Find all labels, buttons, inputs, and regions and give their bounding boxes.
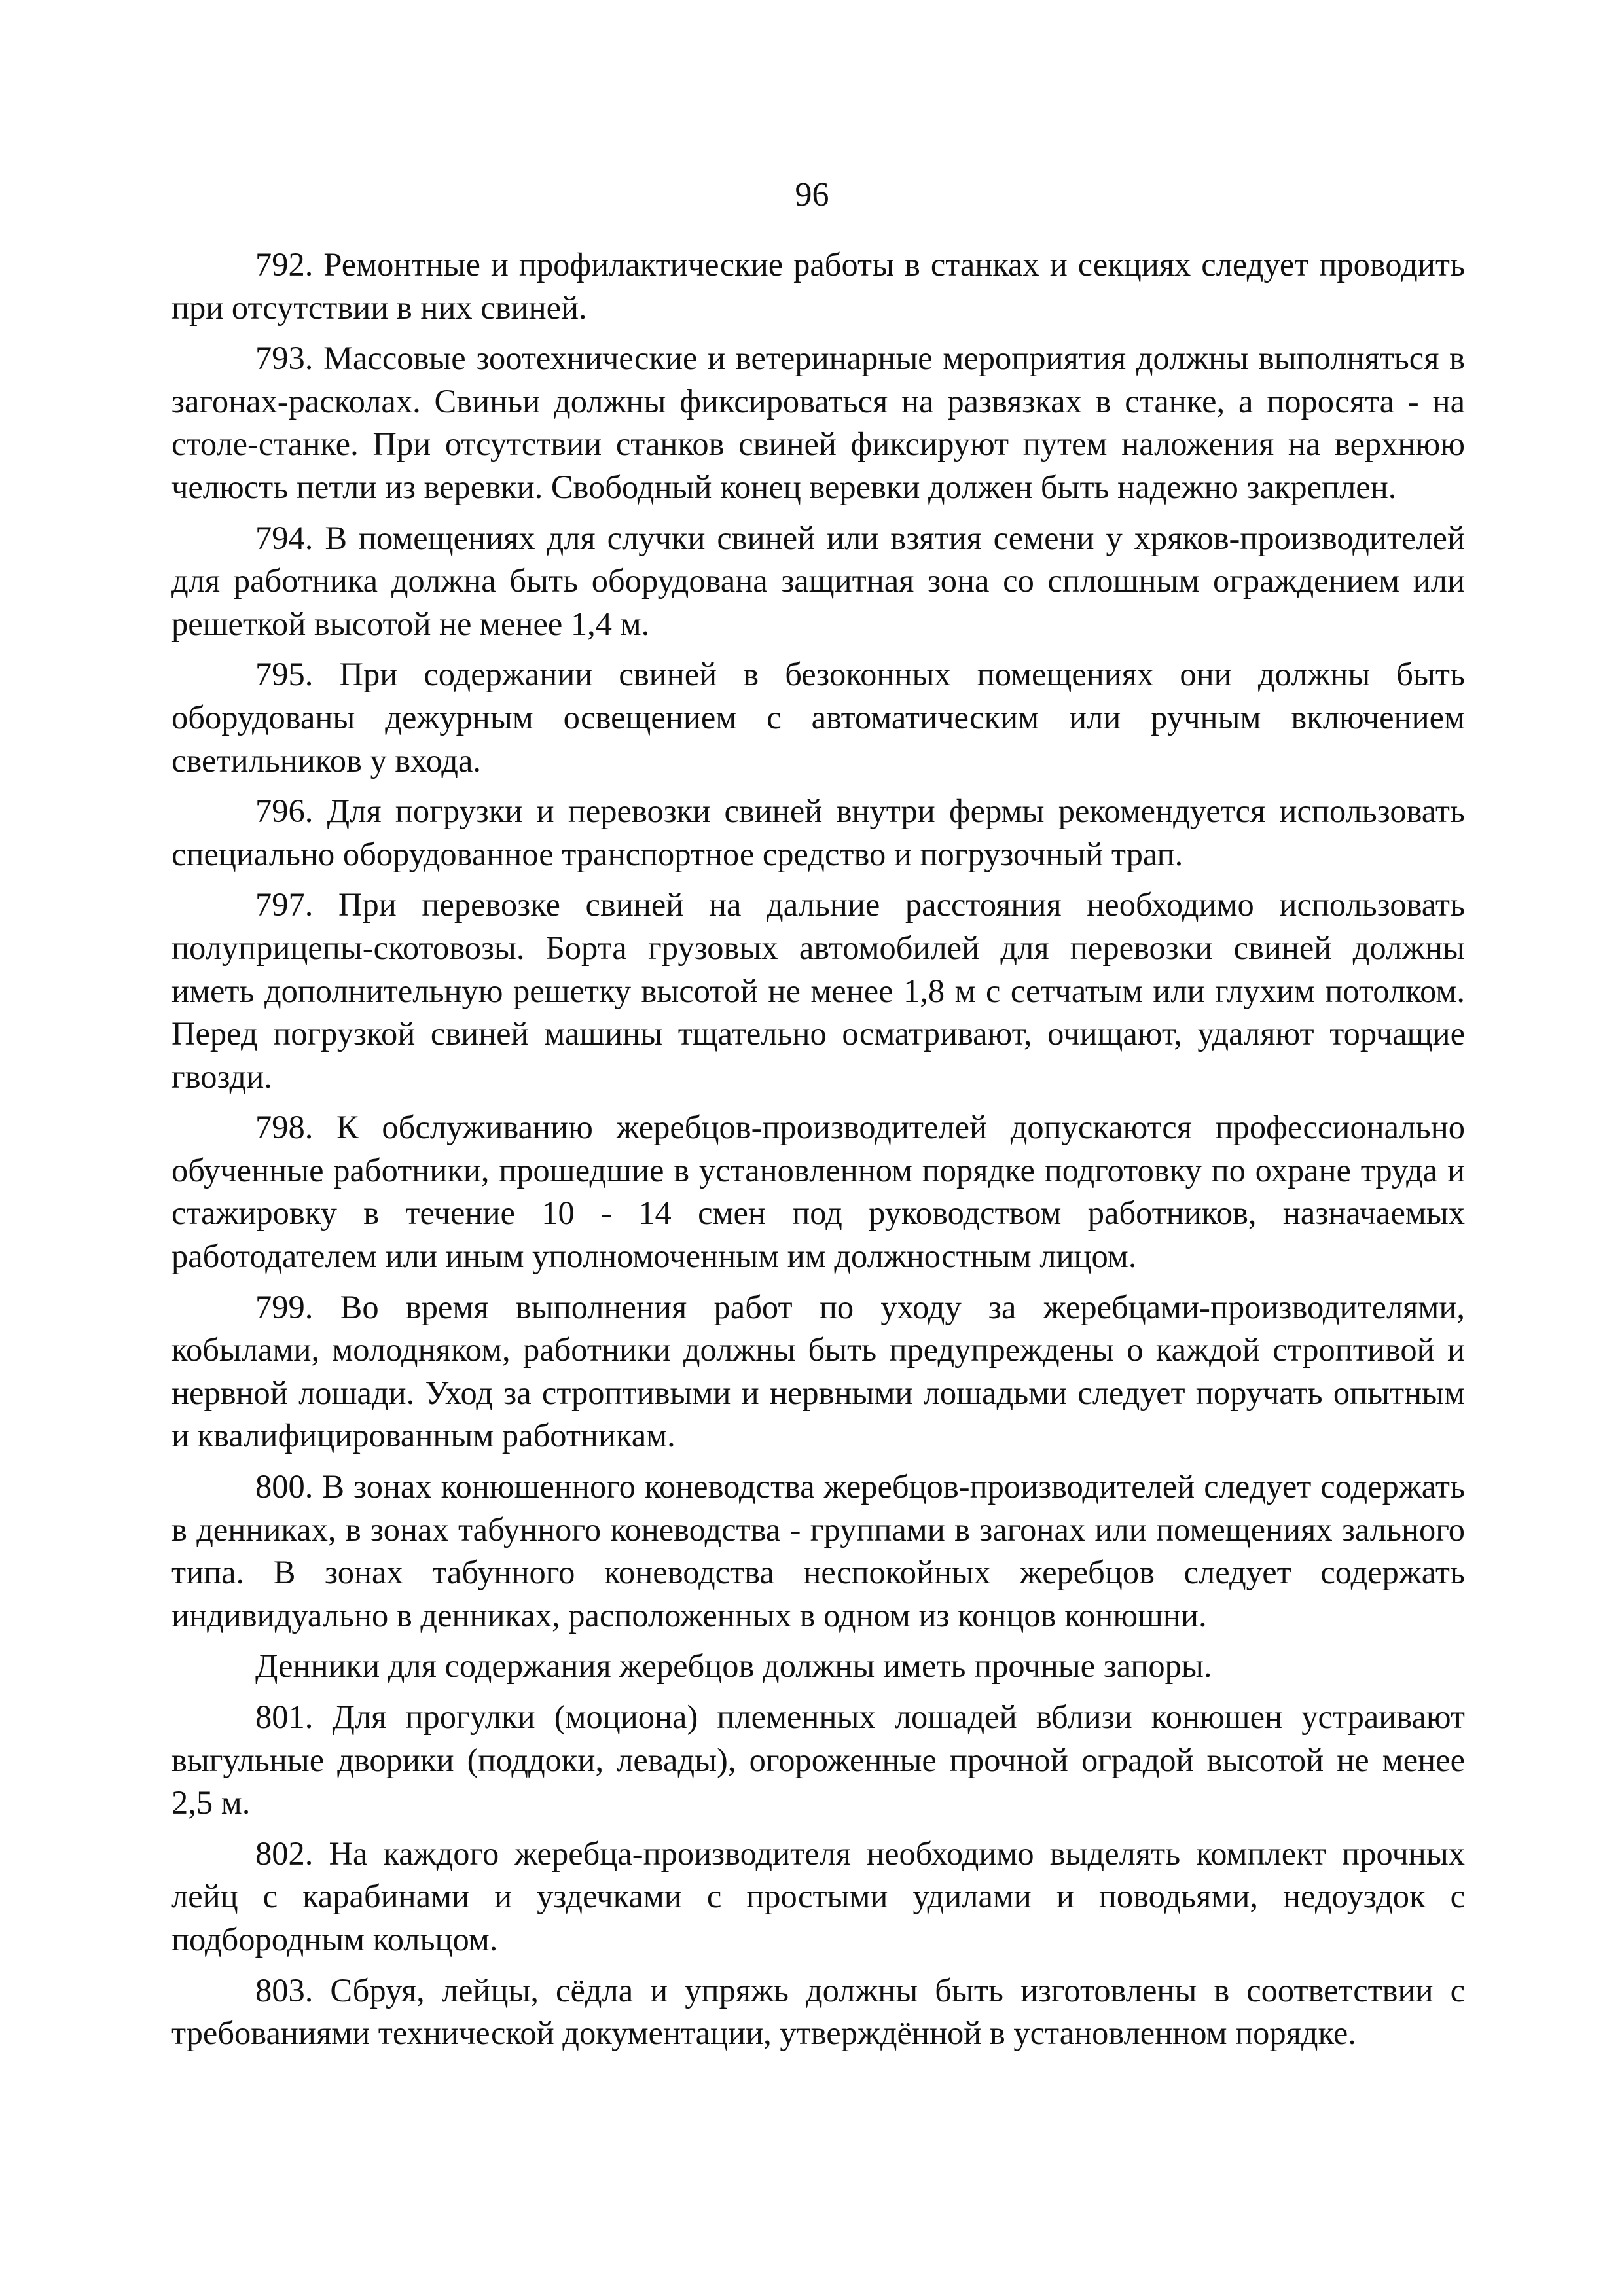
paragraph-794: 794. В помещениях для случки свиней или взятия семени у хряков-производителей для работника должна быть оборудована защитная зона со сплошным ограждением или решеткой высотой не менее 1,4 м.	[171, 519, 1465, 642]
page-number: 96	[795, 176, 829, 213]
paragraph-803: 803. Сбруя, лейцы, сёдла и упряжь должны быть изготовлены в соответствии с требованиями технической документации, утверждённой в установленном порядке.	[171, 1971, 1465, 2052]
paragraph-792: 792. Ремонтные и профилактические работы в станках и секциях следует проводить при отсутствии в них свиней.	[171, 246, 1465, 326]
paragraph-stalls-locks: Денники для содержания жеребцов должны иметь прочные запоры.	[255, 1647, 1212, 1685]
paragraph-800: 800. В зонах конюшенного коневодства жеребцов-производителей следует содержать в денниках, в зонах табунного коневодства - группами в загонах или помещениях зального типа. В зонах табунного коневодства неспокойных жеребцов следует содержать индивидуально в денниках, расположенных в одном из концов конюшни.	[171, 1468, 1465, 1634]
paragraph-801: 801. Для прогулки (моциона) племенных лошадей вблизи конюшен устраивают выгульные дворики (поддоки, левады), огороженные прочной оградой высотой не менее 2,5 м.	[171, 1698, 1465, 1821]
paragraph-798: 798. К обслуживанию жеребцов-производителей допускаются профессионально обученные работники, прошедшие в установленном порядке подготовку по охране труда и стажировку в течение 10 - 14 смен под руководством работников, назначаемых работодателем или иным уполномоченным им должностным лицом.	[171, 1109, 1465, 1275]
paragraph-793: 793. Массовые зоотехнические и ветеринарные мероприятия должны выполняться в загонах-расколах. Свиньи должны фиксироваться на развязках в станке, а поросята - на столе-станке. При отсутствии станков свиней фиксируют путем наложения на верхнюю челюсть петли из веревки. Свободный конец веревки должен быть надежно закреплен.	[171, 340, 1465, 505]
paragraph-795: 795. При содержании свиней в безоконных помещениях они должны быть оборудованы дежурным освещением с автоматическим или ручным включением светильников у входа.	[171, 656, 1465, 779]
document-body	[171, 243, 1465, 2055]
paragraph-802: 802. На каждого жеребца-производителя необходимо выделять комплект прочных лейц с карабинами и уздечками с простыми удилами и поводьями, недоуздок с подбородным кольцом.	[171, 1835, 1465, 1958]
paragraph-799: 799. Во время выполнения работ по уходу за жеребцами-производителями, кобылами, молодняком, работники должны быть предупреждены о каждой строптивой и нервной лошади. Уход за строптивыми и нервными лошадьми следует поручать опытным и квалифицированным работникам.	[171, 1288, 1465, 1454]
paragraph-796: 796. Для погрузки и перевозки свиней внутри фермы рекомендуется использовать специально оборудованное транспортное средство и погрузочный трап.	[171, 793, 1465, 872]
paragraph-797: 797. При перевозке свиней на дальние расстояния необходимо использовать полуприцепы-скотовозы. Борта грузовых автомобилей для перевозки свиней должны иметь дополнительную решетку высотой не менее 1,8 м с сетчатым или глухим потолком. Перед погрузкой свиней машины тщательно осматривают, очищают, удаляют торчащие гвозди.	[171, 886, 1465, 1095]
